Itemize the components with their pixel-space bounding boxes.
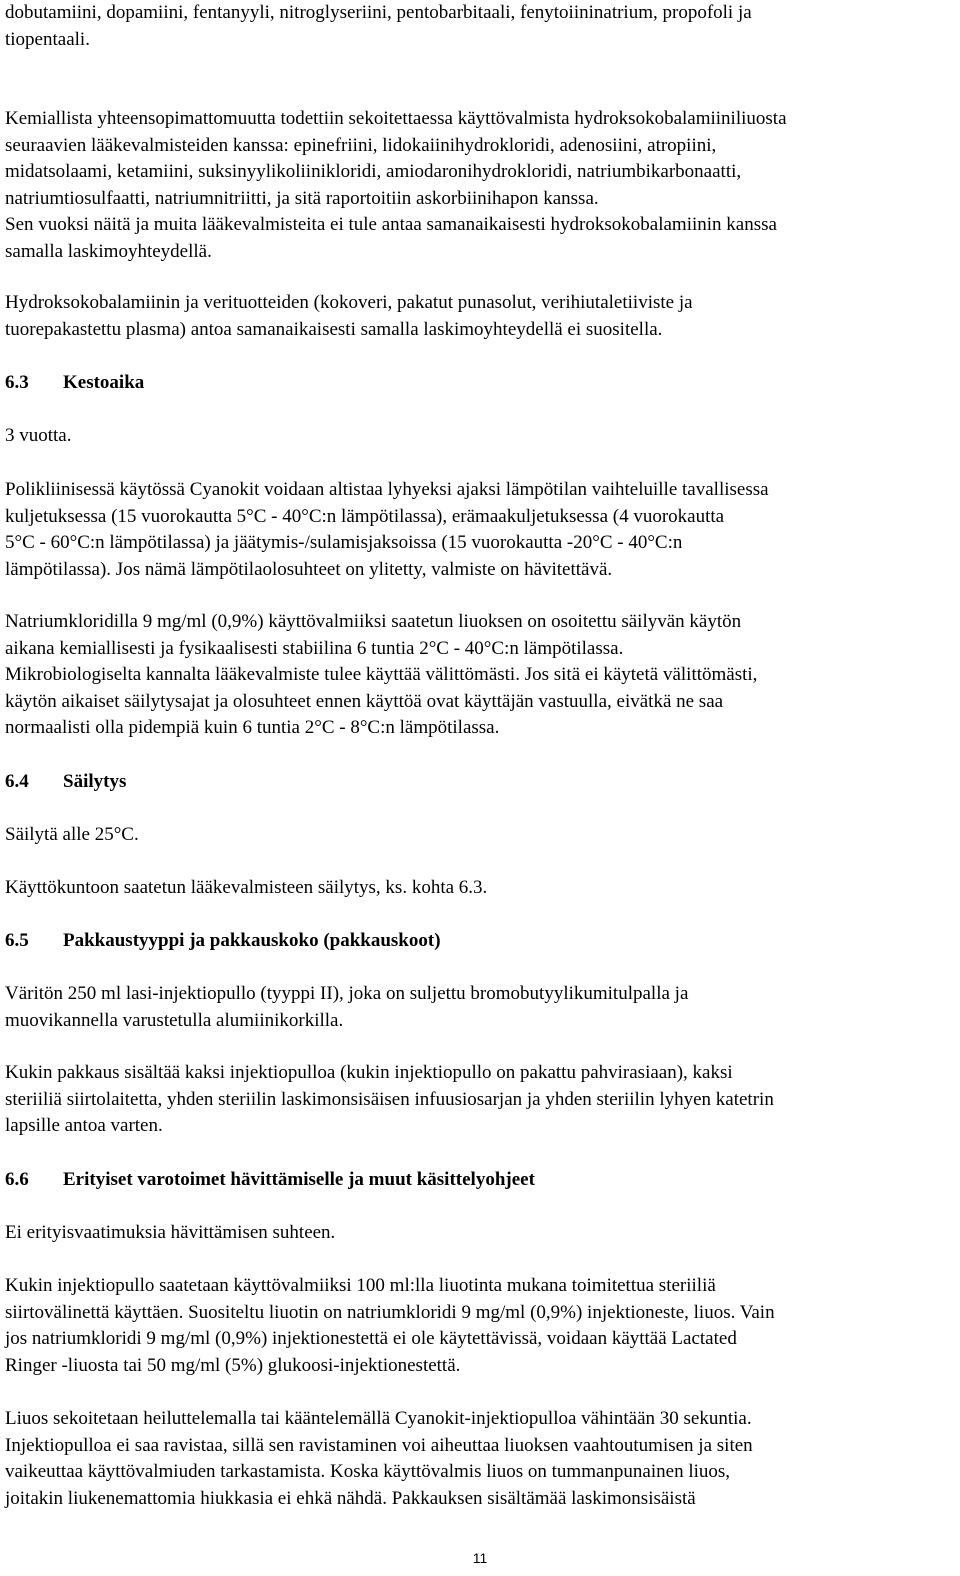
text-line: Hydroksokobalamiinin ja verituotteiden (kokoveri, pakatut punasolut, verihiutaletiiviste ja — [5, 292, 693, 313]
text-line: tuorepakastettu plasma) antoa samanaikaisesti samalla laskimoyhteydellä ei suositella. — [5, 318, 663, 340]
paragraph-blood-products — [5, 290, 955, 343]
text-line: Kukin injektiopullo saatetaan käyttövalmiiksi 100 ml:lla liuotinta mukana toimitettua steriiliä — [5, 1275, 716, 1296]
section-heading-6-6 — [5, 1167, 535, 1193]
paragraph-container — [5, 981, 955, 1034]
section-title: Säilytys — [63, 771, 127, 792]
section-title: Erityiset varotoimet hävittämiselle ja muut käsittelyohjeet — [63, 1169, 535, 1190]
section-number: 6.5 — [5, 930, 29, 951]
text-line: Sen vuoksi näitä ja muita lääkevalmisteita ei tule antaa samanaikaisesti hydroksokobalamiinin kanssa — [5, 214, 777, 235]
section-title: Pakkaustyyppi ja pakkauskoko (pakkauskoot) — [63, 930, 441, 951]
page-number: 11 — [472, 1550, 488, 1566]
text-line: aikana kemiallisesti ja fysikaalisesti stabiilina 6 tuntia 2°C - 40°C:n lämpötilassa. — [5, 637, 624, 659]
paragraph-temperature-excursions — [5, 477, 955, 583]
text-line: samalla laskimoyhteydellä. — [5, 240, 212, 262]
text-line: Liuos sekoitetaan heiluttelemalla tai kääntelemällä Cyanokit-injektiopulloa vähintään 30 sekuntia. — [5, 1408, 752, 1429]
text-line: Kukin pakkaus sisältää kaksi injektiopulloa (kukin injektiopullo on pakattu pahvirasiaan), kaksi — [5, 1062, 733, 1083]
text-line: seuraavien lääkevalmisteiden kanssa: epinefriini, lidokaiinihydrokloridi, adenosiini, atropiini, — [5, 134, 717, 156]
section-title: Kestoaika — [63, 372, 145, 393]
text-line: natriumtiosulfaatti, natriumnitriitti, ja sitä raportoitiin askorbiinihapon kanssa. — [5, 187, 599, 209]
text-line: 5°C - 60°C:n lämpötilassa) ja jäätymis-/sulamisjaksoissa (15 vuorokautta -20°C - 40°C:n — [5, 532, 683, 553]
paragraph-shelf-life — [5, 423, 955, 450]
text-line: Natriumkloridilla 9 mg/ml (0,9%) käyttövalmiiksi saatetun liuoksen on osoitettu säilyvän käytön — [5, 611, 742, 632]
paragraph-chemical-incompatibility — [5, 106, 955, 265]
text-line: normaalisti olla pidempiä kuin 6 tuntia 2°C - 8°C:n lämpötilassa. — [5, 717, 500, 738]
paragraph-storage-reconstituted — [5, 875, 955, 902]
text-line: joitakin liukenemattomia hiukkasia ei ehkä nähdä. Pakkauksen sisältämää laskimonsisäistä — [5, 1487, 696, 1509]
text-line: siirtovälinettä käyttäen. Suositeltu liuotin on natriumkloridi 9 mg/ml (0,9%) injektioneste, liuos. Vain — [5, 1301, 775, 1323]
text-line: Säilytä alle 25°C. — [5, 824, 139, 845]
text-line: muovikannella varustetulla alumiinikorkilla. — [5, 1009, 344, 1031]
paragraph-reconstitution — [5, 1273, 955, 1379]
section-heading-6-3 — [5, 370, 144, 396]
section-heading-6-4 — [5, 769, 126, 795]
text-line: käytön aikaiset säilytysajat ja olosuhteet ennen käyttöä ovat käyttäjän vastuulla, eivätkä ne saa — [5, 690, 724, 712]
text-line: tiopentaali. — [5, 28, 90, 50]
paragraph-in-use-stability — [5, 609, 955, 742]
text-line: Ei erityisvaatimuksia hävittämisen suhteen. — [5, 1222, 336, 1243]
section-number: 6.3 — [5, 372, 29, 393]
paragraph-mixing-instructions — [5, 1406, 955, 1512]
text-line: 3 vuotta. — [5, 425, 72, 446]
text-line: lapsille antoa varten. — [5, 1115, 163, 1136]
text-line: Polikliinisessä käytössä Cyanokit voidaan altistaa lyhyeksi ajaksi lämpötilan vaihteluille tavallisessa — [5, 479, 769, 500]
section-number: 6.6 — [5, 1169, 29, 1190]
section-number: 6.4 — [5, 771, 29, 792]
paragraph-pack-contents — [5, 1060, 955, 1140]
text-line: jos natriumkloridi 9 mg/ml (0,9%) injektionestettä ei ole käytettävissä, voidaan käyttää Lactated — [5, 1328, 737, 1349]
text-line: Väritön 250 ml lasi-injektiopullo (tyyppi II), joka on suljettu bromobutyylikumitulpalla ja — [5, 983, 689, 1004]
text-line: kuljetuksessa (15 vuorokautta 5°C - 40°C:n lämpötilassa), erämaakuljetuksessa (4 vuorokautta — [5, 505, 725, 527]
text-line: lämpötilassa). Jos nämä lämpötilaolosuhteet on ylitetty, valmiste on hävitettävä. — [5, 558, 613, 580]
paragraph-storage-temperature — [5, 822, 955, 849]
text-line: Mikrobiologiselta kannalta lääkevalmiste tulee käyttää välittömästi. Jos sitä ei käytetä välittömästi, — [5, 664, 758, 685]
text-line: vaikeuttaa käyttövalmiuden tarkastamista. Koska käyttövalmis liuos on tummanpunainen liuos, — [5, 1461, 731, 1482]
section-heading-6-5 — [5, 928, 441, 954]
text-line: dobutamiini, dopamiini, fentanyyli, nitroglyseriini, pentobarbitaali, fenytoiininatrium, propofoli ja — [5, 2, 752, 23]
text-line: Kemiallista yhteensopimattomuutta todettiin sekoitettaessa käyttövalmista hydroksokobalamiiniliuosta — [5, 108, 787, 129]
text-line: steriiliä siirtolaitetta, yhden steriilin laskimonsisäisen infuusiosarjan ja yhden steriilin lyhyen katetrin — [5, 1088, 774, 1110]
paragraph-incompatibility-list-end — [5, 0, 955, 53]
paragraph-disposal — [5, 1220, 955, 1247]
text-line: Injektiopulloa ei saa ravistaa, sillä sen ravistaminen voi aiheuttaa liuoksen vaahtoutumisen ja siten — [5, 1434, 753, 1456]
text-line: midatsolaami, ketamiini, suksinyylikoliinikloridi, amiodaronihydrokloridi, natriumbikarbonaatti, — [5, 161, 742, 182]
text-line: Käyttökuntoon saatetun lääkevalmisteen säilytys, ks. kohta 6.3. — [5, 877, 488, 898]
text-line: Ringer -liuosta tai 50 mg/ml (5%) glukoosi-injektionestettä. — [5, 1354, 461, 1376]
